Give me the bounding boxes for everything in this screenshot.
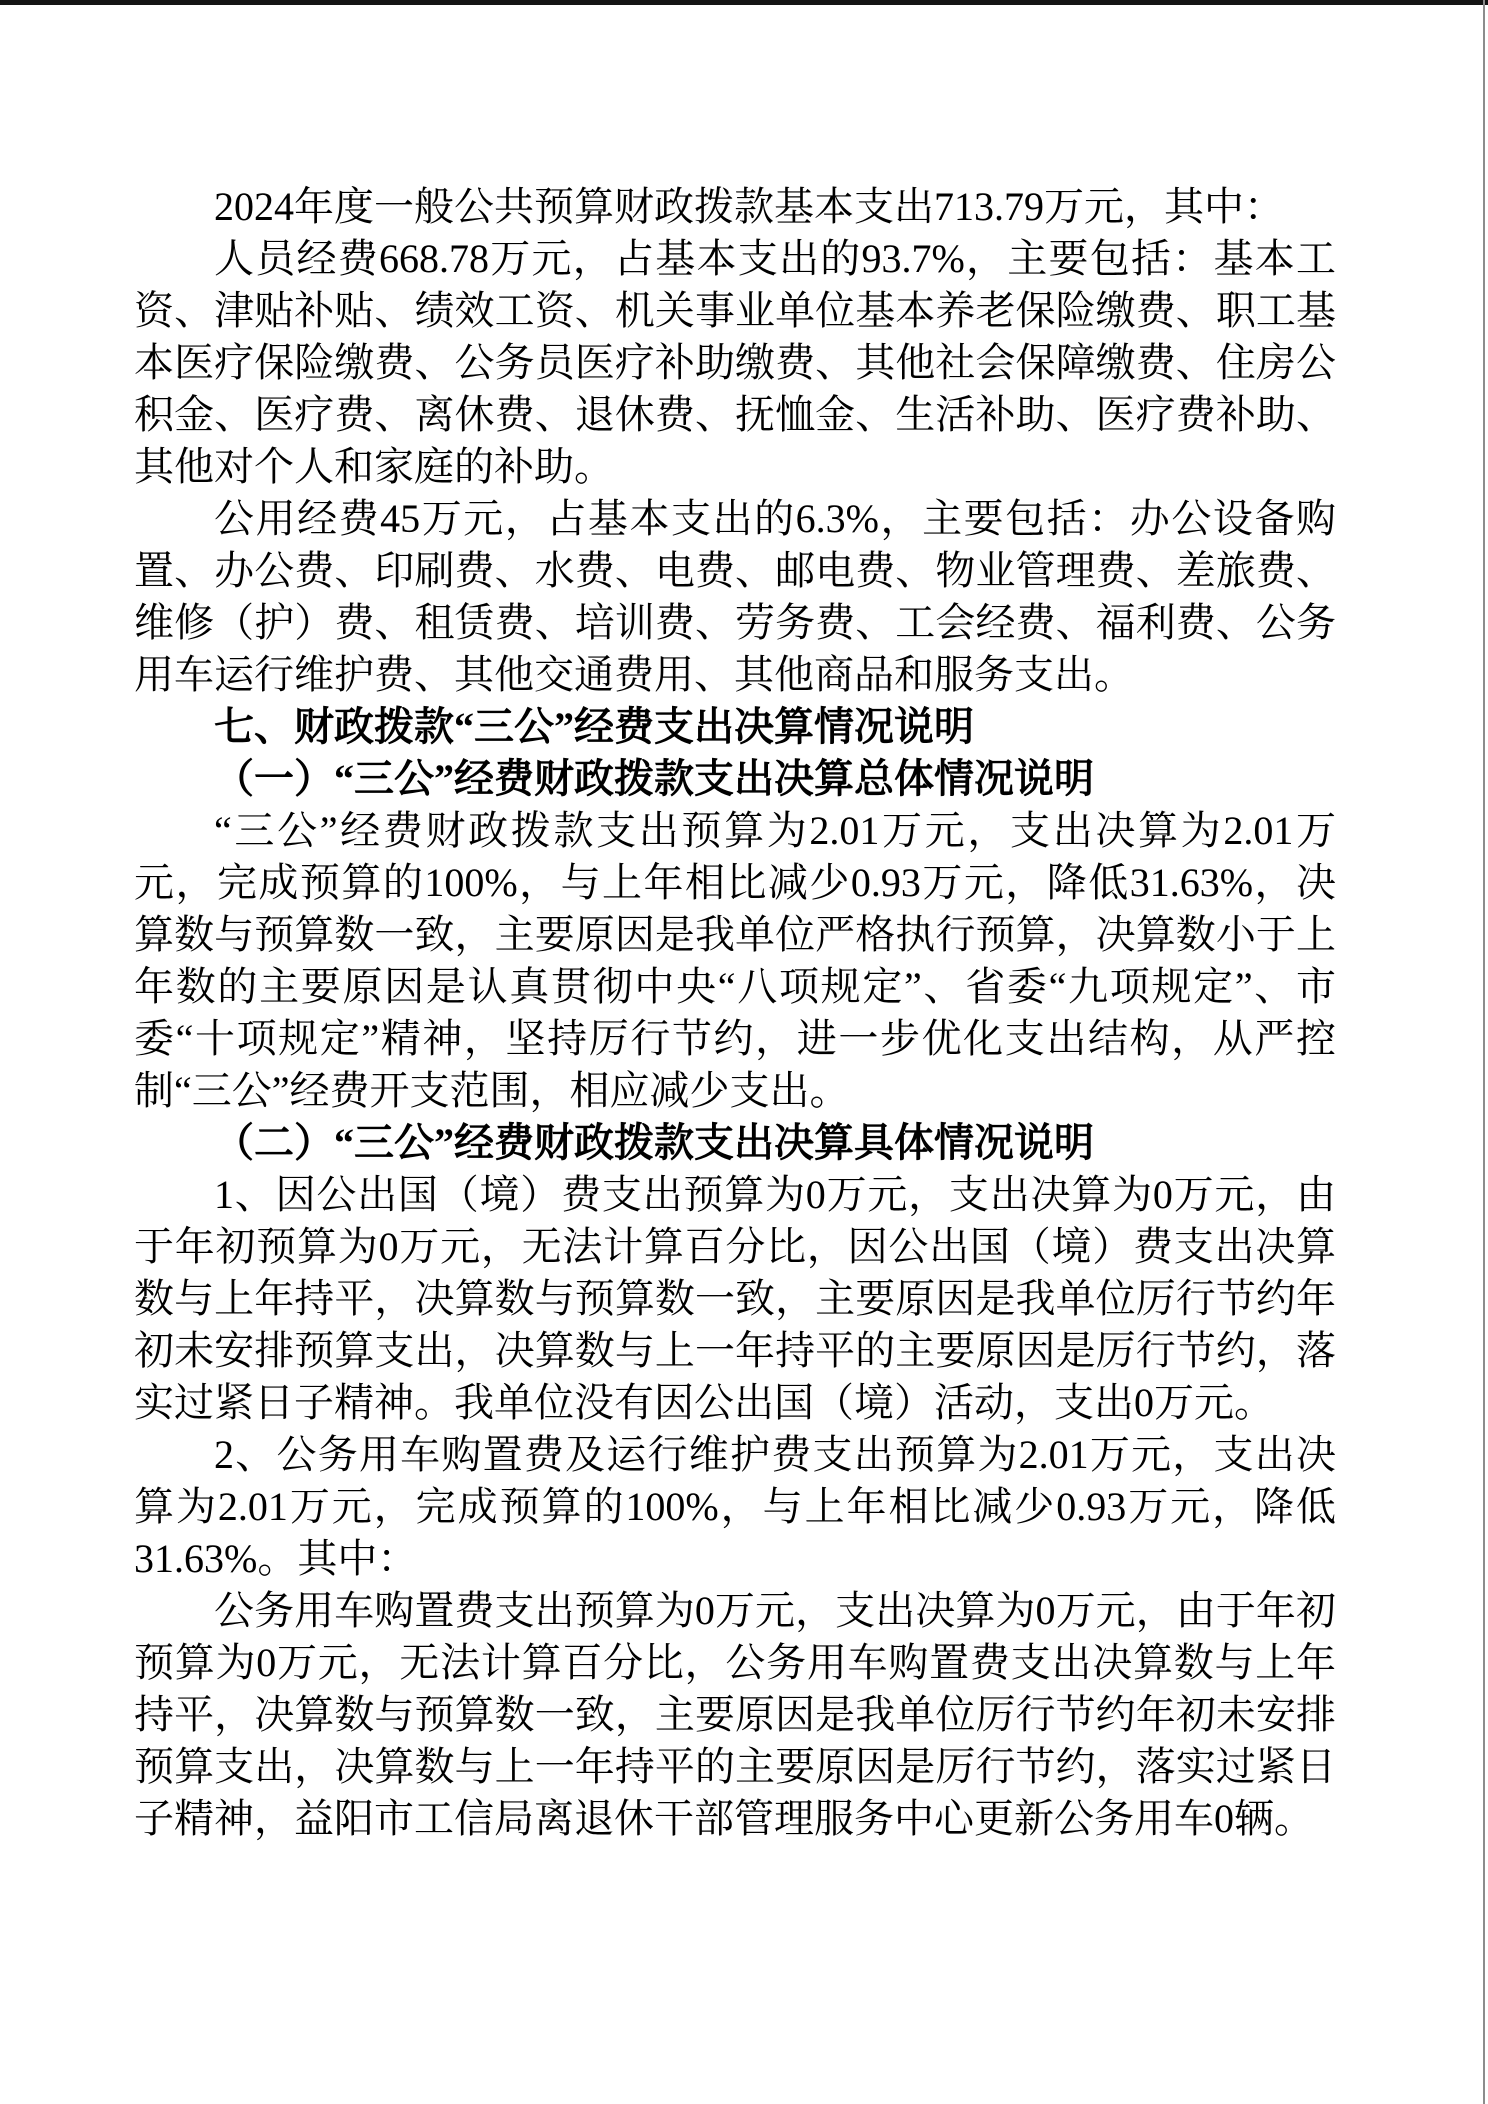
body-paragraph: 人员经费668.78万元，占基本支出的93.7%，主要包括：基本工资、津贴补贴、绩效工资、机关事业单位基本养老保险缴费、职工基本医疗保险缴费、公务员医疗补助缴费、其他社会保障缴费、住房公积金、医疗费、离休费、退休费、抚恤金、生活补助、医疗费补助、其他对个人和家庭的补助。 xyxy=(134,236,1336,489)
page-right-border xyxy=(1483,0,1485,2104)
section-heading: 七、财政拨款“三公”经费支出决算情况说明 xyxy=(214,704,974,749)
body-paragraph: 公务用车购置费支出预算为0万元，支出决算为0万元，由于年初预算为0万元，无法计算百分比，公务用车购置费支出决算数与上年持平，决算数与预算数一致，主要原因是我单位厉行节约年初未安排预算支出，决算数与上一年持平的主要原因是厉行节约，落实过紧日子精神，益阳市工信局离退休干部管理服务中心更新公务用车0辆。 xyxy=(134,1588,1336,1841)
document-body xyxy=(134,181,1336,1845)
body-paragraph: 2、公务用车购置费及运行维护费支出预算为2.01万元，支出决算为2.01万元，完成预算的100%，与上年相比减少0.93万元，降低31.63%。其中： xyxy=(134,1432,1336,1581)
page-top-border xyxy=(0,0,1488,5)
body-paragraph: 公用经费45万元，占基本支出的6.3%，主要包括：办公设备购置、办公费、印刷费、水费、电费、邮电费、物业管理费、差旅费、维修（护）费、租赁费、培训费、劳务费、工会经费、福利费、公务用车运行维护费、其他交通费用、其他商品和服务支出。 xyxy=(134,496,1336,697)
body-paragraph: “三公”经费财政拨款支出预算为2.01万元，支出决算为2.01万元，完成预算的100%，与上年相比减少0.93万元，降低31.63%，决算数与预算数一致，主要原因是我单位严格执行预算，决算数小于上年数的主要原因是认真贯彻中央“八项规定”、省委“九项规定”、市委“十项规定”精神，坚持厉行节约，进一步优化支出结构，从严控制“三公”经费开支范围，相应减少支出。 xyxy=(134,808,1336,1113)
body-paragraph: 1、因公出国（境）费支出预算为0万元，支出决算为0万元，由于年初预算为0万元，无法计算百分比，因公出国（境）费支出决算数与上年持平，决算数与预算数一致，主要原因是我单位厉行节约年初未安排预算支出，决算数与上一年持平的主要原因是厉行节约，落实过紧日子精神。我单位没有因公出国（境）活动，支出0万元。 xyxy=(134,1172,1336,1425)
section-heading: （一）“三公”经费财政拨款支出决算总体情况说明 xyxy=(214,756,1094,801)
body-paragraph: 2024年度一般公共预算财政拨款基本支出713.79万元，其中： xyxy=(214,184,1284,229)
section-heading: （二）“三公”经费财政拨款支出决算具体情况说明 xyxy=(214,1120,1094,1165)
